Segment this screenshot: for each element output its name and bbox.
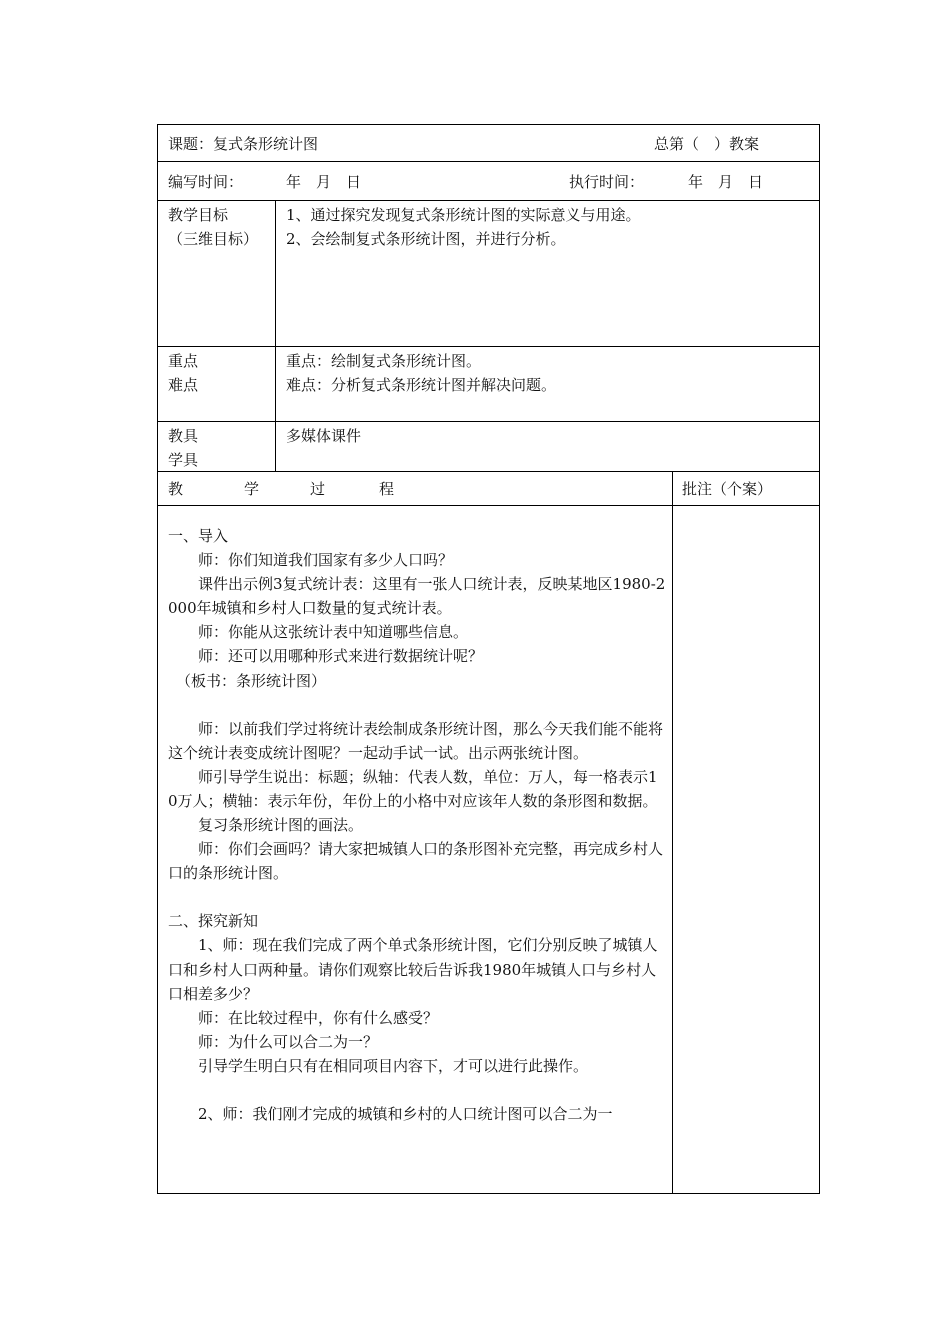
- paragraph: 师：为什么可以合二为一？: [198, 1032, 379, 1051]
- objectives-row: [158, 201, 819, 347]
- process-body: [158, 506, 672, 1194]
- objective-item-1: 1、通过探究发现复式条形统计图的实际意义与用途。: [286, 206, 641, 224]
- exec-date: 年 月 日: [688, 173, 764, 191]
- topic-label: 课题：: [168, 135, 214, 153]
- lesson-plan-table: [157, 124, 820, 1194]
- paragraph: 师：在比较过程中，你有什么感受？: [198, 1008, 439, 1027]
- lesson-number: 总第（ ）教案: [654, 135, 760, 153]
- paragraph: 引导学生明白只有在相同项目内容下，才可以进行此操作。: [198, 1056, 589, 1075]
- learning-tools-label: 学具: [168, 451, 199, 469]
- paragraph: 师：还可以用哪种形式来进行数据统计呢？: [198, 647, 484, 666]
- teaching-tools-label: 教具: [168, 427, 199, 445]
- paragraph: 师：你们知道我们国家有多少人口吗？: [198, 551, 454, 570]
- process-text: [168, 524, 666, 1126]
- paragraph: 师：你们会画吗？请大家把城镇人口的条形图补充完整，再完成乡村人口的条形统计图。: [168, 840, 664, 883]
- paragraph: 师引导学生说出：标题；纵轴：代表人数，单位：万人，每一格表示10万人；横轴：表示年份，年份上的小格中对应该年人数的条形图和数据。: [168, 767, 658, 810]
- process-header-char-2: 学: [244, 480, 260, 498]
- section-2-title: 二、探究新知: [168, 912, 259, 931]
- process-header-char-4: 程: [379, 480, 395, 498]
- paragraph: 课件出示例3复式统计表：这里有一张人口统计表，反映某地区1980-2000年城镇和乡村人口数量的复式统计表。: [168, 575, 666, 618]
- topic-title: 复式条形统计图: [213, 135, 319, 153]
- paragraph: 师：以前我们学过将统计表绘制成条形统计图，那么今天我们能不能将这个统计表变成统计图呢？一起动手试一试。出示两张统计图。: [168, 719, 664, 762]
- process-header-char-3: 过: [310, 480, 326, 498]
- section-1-title: 一、导入: [168, 527, 229, 545]
- notes-header: 批注（个案）: [682, 480, 773, 498]
- paragraph: （板书：条形统计图）: [176, 671, 327, 690]
- keypoints-row: [158, 347, 819, 422]
- difficult-label: 难点: [168, 376, 199, 394]
- topic-row: [158, 125, 819, 162]
- key-point: 重点：绘制复式条形统计图。: [286, 352, 482, 370]
- write-time-label: 编写时间：: [168, 173, 244, 191]
- paragraph: 2、师：我们刚才完成的城镇和乡村的人口统计图可以合二为一: [198, 1104, 613, 1123]
- process-header-char-1: 教: [168, 480, 184, 498]
- objectives-label: 教学目标: [168, 206, 229, 224]
- tools-value: 多媒体课件: [286, 427, 362, 445]
- paragraph: 复习条形统计图的画法。: [198, 816, 364, 835]
- process-header-row: [158, 472, 819, 506]
- paragraph: 师：你能从这张统计表中知道哪些信息。: [198, 623, 469, 642]
- key-label: 重点: [168, 352, 199, 370]
- dates-row: [158, 162, 819, 201]
- tools-row: [158, 422, 819, 472]
- difficult-point: 难点：分析复式条形统计图并解决问题。: [286, 376, 557, 394]
- notes-body: [673, 506, 819, 1194]
- objective-item-2: 2、会绘制复式条形统计图，并进行分析。: [286, 230, 566, 248]
- paragraph: 1、师：现在我们完成了两个单式条形统计图，它们分别反映了城镇人口和乡村人口两种量。请你们观察比较后告诉我1980年城镇人口与乡村人口相差多少？: [168, 936, 658, 1003]
- label-column-divider: [275, 201, 276, 472]
- write-date: 年 月 日: [286, 173, 362, 191]
- exec-time-label: 执行时间：: [569, 173, 645, 191]
- objectives-sublabel: （三维目标）: [168, 230, 259, 248]
